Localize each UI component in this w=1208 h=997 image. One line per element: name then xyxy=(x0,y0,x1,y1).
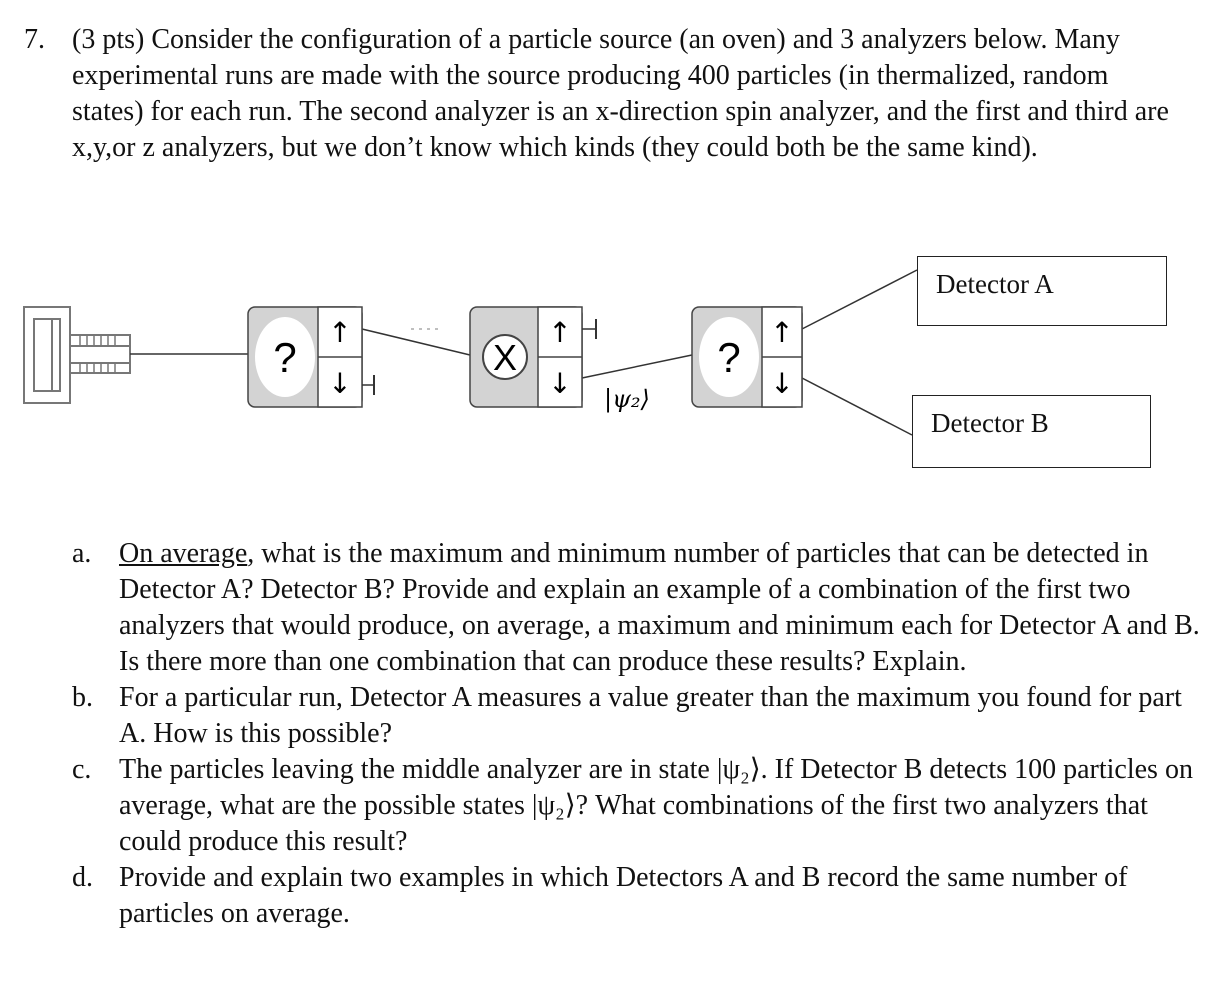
question-a xyxy=(72,536,1202,680)
question-b xyxy=(72,680,1202,752)
detector-b-box xyxy=(912,395,1151,468)
analyzer-1 xyxy=(248,307,374,407)
question-label: d. xyxy=(72,862,93,893)
question-list xyxy=(72,536,1202,932)
question-text: For a particular run, Detector A measures a value greater than the maximum you found for part A. How is this possible? xyxy=(119,682,1182,749)
detector-b-label: Detector B xyxy=(931,408,1049,438)
question-a-underlined: On average xyxy=(119,538,248,569)
problem-number: 7. xyxy=(24,24,45,55)
problem-statement xyxy=(24,22,1184,166)
analyzer-2-label: X xyxy=(492,337,518,378)
question-text: The particles leaving the middle analyzer are in state |ψ₂⟩. If Detector B detects 100 particles on average, what are the possible states |ψ₂⟩? What combinations of the first two analyzers that could produce this result? xyxy=(119,754,1193,857)
analyzer-3-label: ? xyxy=(717,334,741,381)
question-text: , what is the maximum and minimum number of particles that can be detected in Detector A? Detector B? Provide and explain an example of a combination of the first two analyzers that would produce, on average, a maximum and minimum each for Detector A and B. Is there more than one combination that can produce these results? Explain. xyxy=(119,538,1200,677)
analyzer-2-up-arrow: ↑ xyxy=(548,316,572,349)
detector-a-box xyxy=(917,256,1167,326)
detector-a-label: Detector A xyxy=(936,269,1054,299)
question-label: b. xyxy=(72,682,93,713)
psi-state-label: |ψ₂⟩ xyxy=(604,385,650,413)
analyzer-3-down-arrow: ↓ xyxy=(770,367,794,400)
question-text: Provide and explain two examples in which Detectors A and B record the same number of particles on average. xyxy=(119,862,1128,929)
oven-icon xyxy=(24,307,130,403)
problem-text: (3 pts) Consider the configuration of a particle source (an oven) and 3 analyzers below. Many experimental runs are made with the source producing 400 particles (in thermalized, random states) for each run. The second analyzer is an x-direction spin analyzer, and the first and third are x,y,or z analyzers, but we don’t know which kinds (they could both be the same kind). xyxy=(72,24,1169,163)
analyzer-3-up-arrow: ↑ xyxy=(770,316,794,349)
analyzer-2-down-arrow: ↓ xyxy=(548,367,572,400)
analyzer-1-label: ? xyxy=(273,334,297,381)
analyzer-1-down-arrow: ↓ xyxy=(328,367,352,400)
analyzer-1-up-arrow: ↑ xyxy=(328,316,352,349)
analyzer-2 xyxy=(470,307,596,407)
question-d xyxy=(72,860,1202,932)
question-c xyxy=(72,752,1202,860)
question-label: c. xyxy=(72,754,92,785)
stern-gerlach-diagram xyxy=(0,245,1208,485)
question-label: a. xyxy=(72,538,92,569)
